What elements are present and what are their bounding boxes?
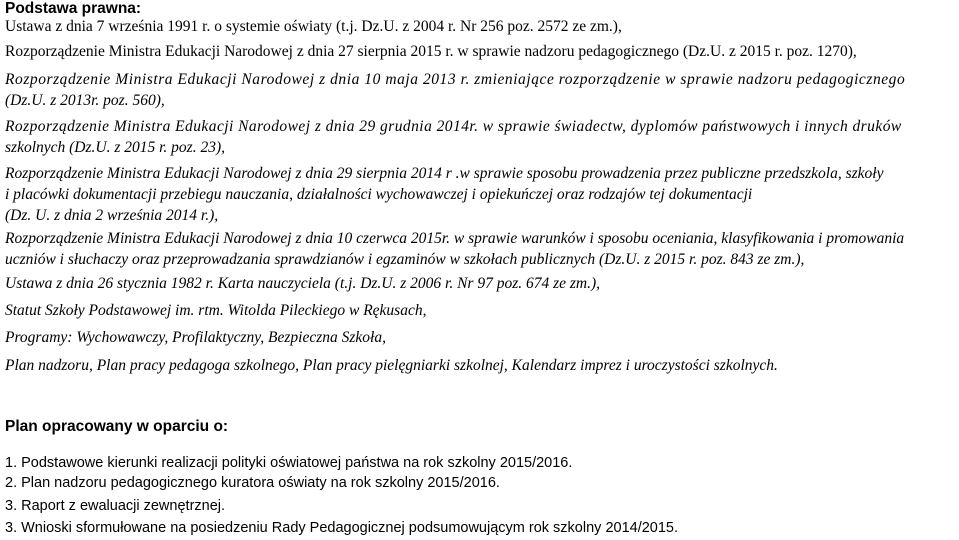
plan-basis-item-3 [5, 498, 225, 515]
legal-basis-line: Ustawa z dnia 26 stycznia 1982 r. Karta nauczyciela (t.j. Dz.U. z 2006 r. Nr 97 poz. 674 ze zm.), [5, 275, 601, 292]
legal-basis-item-8 [5, 302, 426, 319]
legal-basis-line: Rozporządzenie Ministra Edukacji Narodowej z dnia 27 sierpnia 2015 r. w sprawie nadzoru pedagogicznego (Dz.U. z 2015 r. poz. 1270), [5, 43, 857, 60]
legal-basis-line: uczniów i słuchaczy oraz przeprowadzania sprawdzianów i egzaminów w szkołach publicznych (Dz.U. z 2015 r. poz. 843 ze zm.), [5, 251, 805, 268]
plan-basis-item-4 [5, 520, 678, 537]
legal-basis-item-2 [5, 43, 857, 60]
plan-basis-list-item: 2. Plan nadzoru pedagogicznego kuratora oświaty na rok szkolny 2015/2016. [5, 475, 500, 491]
legal-basis-line: Programy: Wychowawczy, Profilaktyczny, Bezpieczna Szkoła, [5, 329, 386, 346]
legal-basis-line: Statut Szkoły Podstawowej im. rtm. Witolda Pileckiego w Rękusach, [5, 302, 427, 319]
legal-basis-item-10 [5, 357, 778, 374]
plan-basis-heading-block [5, 418, 228, 435]
legal-basis-line: i placówki dokumentacji przebiegu nauczania, działalności wychowawczej i opiekuńczej oraz rodzajów tej dokumentacji [5, 186, 753, 203]
plan-basis-list-item: 3. Wnioski sformułowane na posiedzeniu Rady Pedagogicznej podsumowującym rok szkolny 2014/2015. [5, 520, 679, 536]
legal-basis-line: Rozporządzenie Ministra Edukacji Narodowej z dnia 29 grudnia 2014r. w sprawie świadectw, dyplomów państwowych i innych druków [5, 118, 902, 135]
legal-basis-line: Rozporządzenie Ministra Edukacji Narodowej z dnia 10 czerwca 2015r. w sprawie warunków i sposobu oceniania, klasyfikowania i promowania [5, 230, 905, 247]
legal-basis-item-9 [5, 329, 386, 346]
legal-basis-line: Ustawa z dnia 7 września 1991 r. o systemie oświaty (t.j. Dz.U. z 2004 r. Nr 256 poz. 2572 ze zm.), [5, 18, 622, 35]
plan-basis-list-item: 3. Raport z ewaluacji zewnętrznej. [5, 498, 226, 514]
legal-basis-line: Rozporządzenie Ministra Edukacji Narodowej z dnia 10 maja 2013 r. zmieniające rozporządzenie w sprawie nadzoru pedagogicznego [5, 71, 906, 88]
legal-basis-line: (Dz.U. z 2013r. poz. 560), [5, 92, 165, 109]
legal-basis-heading: Podstawa prawna: [5, 0, 142, 17]
legal-basis-item-7 [5, 275, 600, 292]
plan-basis-item-1 [5, 455, 572, 472]
plan-basis-list-item: 1. Podstawowe kierunki realizacji polityki oświatowej państwa na rok szkolny 2015/2016. [5, 455, 573, 471]
plan-basis-item-2 [5, 475, 500, 492]
legal-basis-line: Plan nadzoru, Plan pracy pedagoga szkolnego, Plan pracy pielęgniarki szkolnej, Kalendarz imprez i uroczystości szkolnych. [5, 357, 778, 374]
legal-basis-item-6 [5, 230, 904, 268]
legal-basis-item-3 [5, 71, 905, 109]
legal-basis-item-5 [5, 165, 883, 224]
legal-basis-item-4 [5, 118, 902, 156]
plan-basis-heading: Plan opracowany w oparciu o: [5, 418, 229, 435]
legal-basis-line: (Dz. U. z dnia 2 września 2014 r.), [5, 207, 219, 224]
legal-basis-heading-block [5, 0, 141, 17]
legal-basis-item-1 [5, 18, 622, 35]
legal-basis-line: Rozporządzenie Ministra Edukacji Narodowej z dnia 29 sierpnia 2014 r .w sprawie sposobu prowadzenia przez publiczne przedszkola, szkoły [5, 165, 884, 182]
legal-basis-line: szkolnych (Dz.U. z 2015 r. poz. 23), [5, 139, 226, 156]
